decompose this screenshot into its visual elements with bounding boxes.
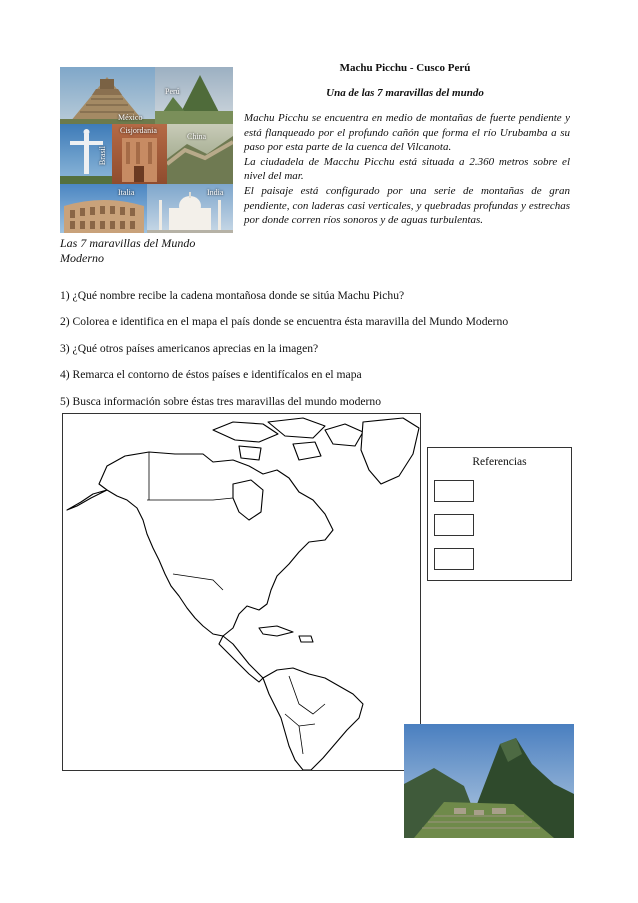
colosseum-photo <box>60 184 147 233</box>
description-paragraph: Machu Picchu se encuentra en medio de montañas de fuerte pendiente y está flanqueado por el profundo cañón que forma el río Urubamba a su paso por esta parte de la cuenca del Vilcanota. <box>244 112 570 154</box>
question-item: 5) Busca información sobre éstas tres maravillas del mundo moderno <box>60 394 381 408</box>
question-item: 4) Remarca el contorno de éstos países e identifícalos en el mapa <box>60 368 362 382</box>
description-paragraph: El paisaje está configurado por una serie de montañas de gran pendiente, con laderas casi verticales, y quebradas profundas y estrechas por donde corren ríos sonoros y de aguas turbulentas. <box>244 184 570 227</box>
mexico-label: México <box>118 113 143 122</box>
petra-photo <box>112 124 167 184</box>
question-item: 3) ¿Qué otros países americanos aprecias en la imagen? <box>60 341 319 355</box>
wonders-collage-image <box>60 67 233 233</box>
peru-label: Perú <box>165 87 180 96</box>
question-item: 2) Colorea e identifica en el mapa el país donde se encuentra ésta maravilla del Mundo Moderno <box>60 315 509 329</box>
china-label: China <box>187 132 207 141</box>
page-subtitle: Una de las 7 maravillas del mundo <box>326 87 484 99</box>
reference-color-box[interactable] <box>434 548 474 570</box>
description-paragraph: La ciudadela de Macchu Picchu está situada a 2.360 metros sobre el nivel del mar. <box>244 155 570 183</box>
questions-list <box>60 289 600 421</box>
cisjordania-label: Cisjordania <box>120 126 157 135</box>
reference-color-box[interactable] <box>434 514 474 536</box>
india-label: India <box>207 188 224 197</box>
page-title: Machu Picchu - Cusco Perú <box>339 62 471 74</box>
cristo-redentor-photo <box>60 124 112 184</box>
chichen-itza-photo <box>60 67 155 124</box>
americas-outline-map <box>62 413 421 771</box>
taj-mahal-photo <box>147 184 233 233</box>
references-title: Referencias <box>472 456 527 468</box>
machu-picchu-tile-photo <box>155 67 233 124</box>
italia-label: Italia <box>118 188 135 197</box>
brasil-label: Brasil <box>98 146 107 166</box>
references-box <box>427 447 572 581</box>
americas-map-svg <box>63 414 420 770</box>
great-wall-photo <box>167 124 233 184</box>
machu-picchu-photo <box>404 724 574 838</box>
collage-caption: Las 7 maravillas del Mundo Moderno <box>60 236 196 265</box>
reference-color-box[interactable] <box>434 480 474 502</box>
description-block <box>244 111 570 228</box>
question-item: 1) ¿Qué nombre recibe la cadena montañosa donde se sitúa Machu Pichu? <box>60 289 405 302</box>
